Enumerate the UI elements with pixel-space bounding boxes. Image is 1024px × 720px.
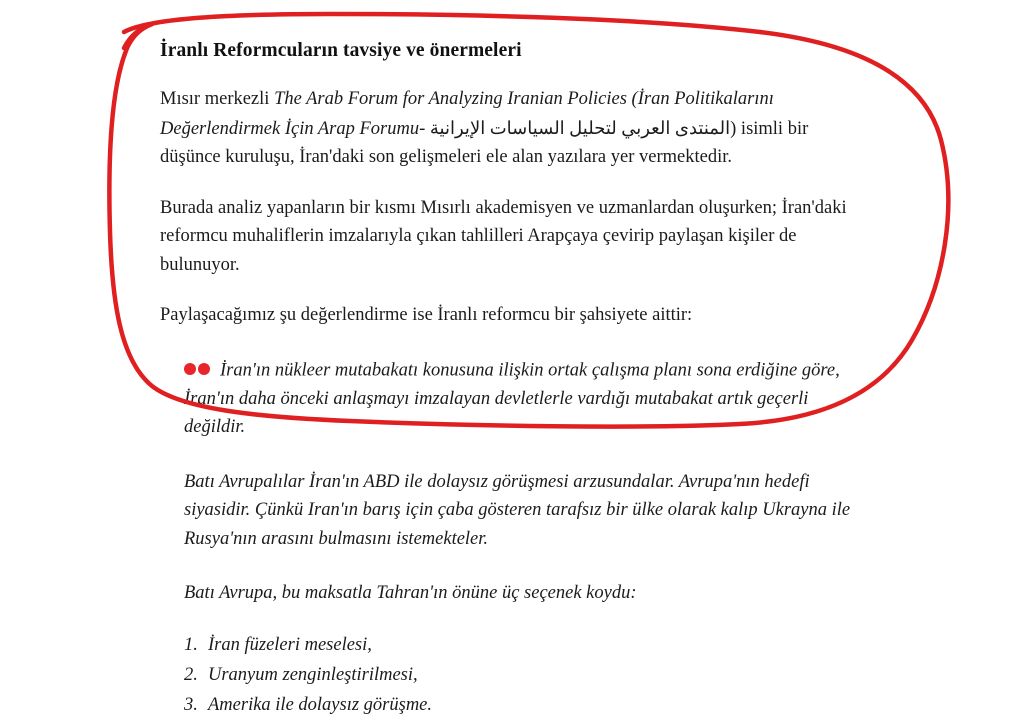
paragraph-3: Paylaşacağımız şu değerlendirme ise İranlı reformcu bir şahsiyete aittir: [160, 305, 693, 326]
paragraph-1-arabic-name: المنتدى العربي لتحليل السياسات الإيرانية [429, 117, 731, 138]
paragraph-1-run-2: The Arab Forum for Analyzing Iranian Policies (İran Politikalarını Değerlendirmek İçin Arap Forumu- [160, 89, 774, 139]
list-item [184, 690, 850, 720]
quote-second-paragraph: Batı Avrupalılar İran'ın ABD ile dolaysız görüşmesi arzusundalar. Avrupa'nın hedefi siyasidir. Çünkü Iran'ın barış için çaba gösteren tarafsız bir ülke olarak kalıp Ukrayna ile Rusya'nın arasını bulmasını istemekteler. [184, 471, 851, 549]
list-item [184, 660, 850, 690]
article-body [160, 38, 850, 720]
list-item-number: 1. [184, 634, 198, 655]
quote-first-paragraph-text: İran'ın nükleer mutabakatı konusuna ilişkin ortak çalışma planı sona erdiğine göre, İran'ın daha önceki anlaşmayı imzalayan devletlerle vardığı mutabakat artık geçerli değildir. [184, 360, 840, 438]
list-item-number: 2. [184, 664, 198, 685]
list-item-number: 3. [184, 694, 198, 715]
blockquote [184, 356, 852, 442]
quote-third-paragraph: Batı Avrupa, bu maksatla Tahran'ın önüne üç seçenek koydu: [184, 583, 637, 604]
list-item [184, 630, 850, 660]
list-item-label: Uranyum zenginleştirilmesi, [208, 664, 418, 685]
paragraph-1-run-4: ) isimli bir düşünce kuruluşu, İran'daki son gelişmeleri ele alan yazılara yer vermektedir. [160, 118, 809, 168]
quote-mark-icon [184, 356, 212, 385]
paragraph-1-run-1: Mısır merkezli [160, 89, 275, 110]
list-item-label: İran füzeleri meselesi, [208, 634, 372, 655]
paragraph-2: Burada analiz yapanların bir kısmı Mısırlı akademisyen ve uzmanlardan oluşurken; İran'daki reformcu muhaliflerin imzalarıyla çıkan tahlilleri Arapçaya çevirip paylaşan kişiler de bulunuyor. [160, 197, 847, 275]
quote-first-paragraph [184, 356, 852, 442]
quote-options-list [184, 630, 850, 720]
list-item-label: Amerika ile dolaysız görüşme. [208, 694, 433, 715]
page-title: İranlı Reformcuların tavsiye ve önermeleri [160, 40, 522, 61]
paragraph-1 [160, 85, 850, 172]
